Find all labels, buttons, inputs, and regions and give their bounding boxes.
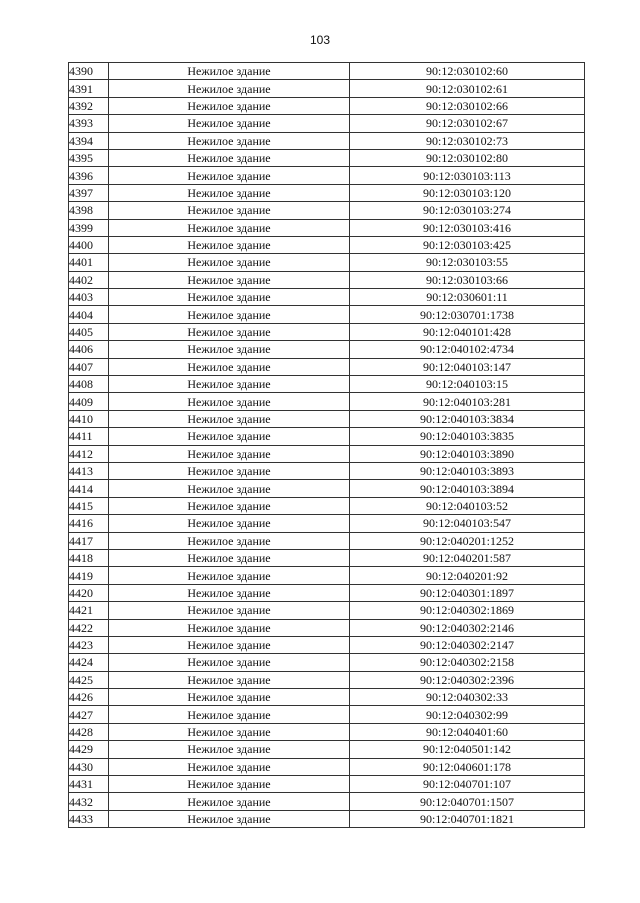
object-type-cell: Нежилое здание	[109, 132, 350, 149]
table-row	[69, 80, 585, 97]
row-number-cell: 4393	[69, 115, 109, 132]
object-type-cell: Нежилое здание	[109, 723, 350, 740]
row-number-cell: 4412	[69, 445, 109, 462]
cadastral-number-cell: 90:12:030103:425	[350, 236, 585, 253]
object-type-cell: Нежилое здание	[109, 97, 350, 114]
table-row	[69, 532, 585, 549]
row-number-cell: 4418	[69, 549, 109, 566]
cadastral-number-cell: 90:12:040601:178	[350, 758, 585, 775]
row-number-cell: 4406	[69, 341, 109, 358]
row-number-cell: 4403	[69, 289, 109, 306]
row-number-cell: 4420	[69, 584, 109, 601]
table-row	[69, 567, 585, 584]
object-type-cell: Нежилое здание	[109, 654, 350, 671]
cadastral-number-cell: 90:12:040302:2146	[350, 619, 585, 636]
table-body	[69, 63, 585, 828]
row-number-cell: 4399	[69, 219, 109, 236]
cadastral-number-cell: 90:12:040103:3835	[350, 428, 585, 445]
object-type-cell: Нежилое здание	[109, 376, 350, 393]
cadastral-number-cell: 90:12:040701:107	[350, 776, 585, 793]
row-number-cell: 4405	[69, 323, 109, 340]
table-row	[69, 445, 585, 462]
cadastral-number-cell: 90:12:030102:80	[350, 149, 585, 166]
object-type-cell: Нежилое здание	[109, 462, 350, 479]
cadastral-number-cell: 90:12:040201:1252	[350, 532, 585, 549]
table-row	[69, 306, 585, 323]
table-row	[69, 323, 585, 340]
table-row	[69, 741, 585, 758]
row-number-cell: 4411	[69, 428, 109, 445]
property-table	[68, 62, 585, 828]
cadastral-number-cell: 90:12:040302:33	[350, 689, 585, 706]
row-number-cell: 4427	[69, 706, 109, 723]
cadastral-number-cell: 90:12:040501:142	[350, 741, 585, 758]
table-row	[69, 132, 585, 149]
row-number-cell: 4397	[69, 184, 109, 201]
table-row	[69, 654, 585, 671]
cadastral-number-cell: 90:12:040302:2158	[350, 654, 585, 671]
cadastral-number-cell: 90:12:040103:3834	[350, 410, 585, 427]
table-row	[69, 236, 585, 253]
cadastral-number-cell: 90:12:040102:4734	[350, 341, 585, 358]
cadastral-number-cell: 90:12:040103:15	[350, 376, 585, 393]
object-type-cell: Нежилое здание	[109, 602, 350, 619]
table-row	[69, 497, 585, 514]
cadastral-number-cell: 90:12:040103:52	[350, 497, 585, 514]
row-number-cell: 4398	[69, 202, 109, 219]
object-type-cell: Нежилое здание	[109, 567, 350, 584]
table-row	[69, 480, 585, 497]
object-type-cell: Нежилое здание	[109, 445, 350, 462]
cadastral-number-cell: 90:12:040701:1821	[350, 810, 585, 827]
table-row	[69, 636, 585, 653]
cadastral-number-cell: 90:12:040302:2147	[350, 636, 585, 653]
row-number-cell: 4413	[69, 462, 109, 479]
row-number-cell: 4425	[69, 671, 109, 688]
object-type-cell: Нежилое здание	[109, 549, 350, 566]
object-type-cell: Нежилое здание	[109, 289, 350, 306]
table-row	[69, 63, 585, 80]
cadastral-number-cell: 90:12:040302:1869	[350, 602, 585, 619]
table-row	[69, 289, 585, 306]
table-row	[69, 271, 585, 288]
row-number-cell: 4391	[69, 80, 109, 97]
cadastral-number-cell: 90:12:040301:1897	[350, 584, 585, 601]
object-type-cell: Нежилое здание	[109, 236, 350, 253]
row-number-cell: 4417	[69, 532, 109, 549]
cadastral-number-cell: 90:12:040103:3894	[350, 480, 585, 497]
cadastral-number-cell: 90:12:040201:587	[350, 549, 585, 566]
row-number-cell: 4424	[69, 654, 109, 671]
object-type-cell: Нежилое здание	[109, 776, 350, 793]
row-number-cell: 4433	[69, 810, 109, 827]
object-type-cell: Нежилое здание	[109, 636, 350, 653]
object-type-cell: Нежилое здание	[109, 167, 350, 184]
table-row	[69, 689, 585, 706]
cadastral-number-cell: 90:12:040701:1507	[350, 793, 585, 810]
table-row	[69, 376, 585, 393]
cadastral-number-cell: 90:12:030102:61	[350, 80, 585, 97]
page-number: 103	[309, 33, 331, 47]
object-type-cell: Нежилое здание	[109, 184, 350, 201]
object-type-cell: Нежилое здание	[109, 428, 350, 445]
row-number-cell: 4409	[69, 393, 109, 410]
object-type-cell: Нежилое здание	[109, 202, 350, 219]
object-type-cell: Нежилое здание	[109, 219, 350, 236]
row-number-cell: 4431	[69, 776, 109, 793]
object-type-cell: Нежилое здание	[109, 689, 350, 706]
cadastral-number-cell: 90:12:040103:3893	[350, 462, 585, 479]
row-number-cell: 4394	[69, 132, 109, 149]
object-type-cell: Нежилое здание	[109, 706, 350, 723]
table-row	[69, 462, 585, 479]
object-type-cell: Нежилое здание	[109, 741, 350, 758]
cadastral-number-cell: 90:12:040101:428	[350, 323, 585, 340]
table-row	[69, 428, 585, 445]
object-type-cell: Нежилое здание	[109, 358, 350, 375]
table-row	[69, 723, 585, 740]
object-type-cell: Нежилое здание	[109, 393, 350, 410]
cadastral-number-cell: 90:12:030102:73	[350, 132, 585, 149]
row-number-cell: 4407	[69, 358, 109, 375]
object-type-cell: Нежилое здание	[109, 671, 350, 688]
cadastral-number-cell: 90:12:040103:3890	[350, 445, 585, 462]
row-number-cell: 4429	[69, 741, 109, 758]
row-number-cell: 4390	[69, 63, 109, 80]
cadastral-number-cell: 90:12:030103:113	[350, 167, 585, 184]
table-row	[69, 671, 585, 688]
table-row	[69, 410, 585, 427]
row-number-cell: 4419	[69, 567, 109, 584]
object-type-cell: Нежилое здание	[109, 271, 350, 288]
object-type-cell: Нежилое здание	[109, 758, 350, 775]
object-type-cell: Нежилое здание	[109, 515, 350, 532]
row-number-cell: 4421	[69, 602, 109, 619]
row-number-cell: 4414	[69, 480, 109, 497]
table-row	[69, 219, 585, 236]
object-type-cell: Нежилое здание	[109, 810, 350, 827]
object-type-cell: Нежилое здание	[109, 480, 350, 497]
table-row	[69, 776, 585, 793]
table-row	[69, 515, 585, 532]
row-number-cell: 4426	[69, 689, 109, 706]
table-row	[69, 810, 585, 827]
cadastral-number-cell: 90:12:040302:99	[350, 706, 585, 723]
row-number-cell: 4428	[69, 723, 109, 740]
row-number-cell: 4401	[69, 254, 109, 271]
cadastral-number-cell: 90:12:030102:66	[350, 97, 585, 114]
object-type-cell: Нежилое здание	[109, 341, 350, 358]
object-type-cell: Нежилое здание	[109, 584, 350, 601]
table-row	[69, 254, 585, 271]
cadastral-number-cell: 90:12:040103:547	[350, 515, 585, 532]
cadastral-number-cell: 90:12:030103:416	[350, 219, 585, 236]
table-row	[69, 393, 585, 410]
object-type-cell: Нежилое здание	[109, 793, 350, 810]
cadastral-number-cell: 90:12:040201:92	[350, 567, 585, 584]
table-row	[69, 115, 585, 132]
cadastral-number-cell: 90:12:030102:60	[350, 63, 585, 80]
row-number-cell: 4416	[69, 515, 109, 532]
object-type-cell: Нежилое здание	[109, 532, 350, 549]
object-type-cell: Нежилое здание	[109, 323, 350, 340]
row-number-cell: 4402	[69, 271, 109, 288]
row-number-cell: 4430	[69, 758, 109, 775]
row-number-cell: 4432	[69, 793, 109, 810]
table-row	[69, 358, 585, 375]
cadastral-number-cell: 90:12:030103:55	[350, 254, 585, 271]
object-type-cell: Нежилое здание	[109, 80, 350, 97]
table-row	[69, 602, 585, 619]
row-number-cell: 4423	[69, 636, 109, 653]
table-row	[69, 202, 585, 219]
cadastral-number-cell: 90:12:030103:274	[350, 202, 585, 219]
cadastral-number-cell: 90:12:030102:67	[350, 115, 585, 132]
table-row	[69, 341, 585, 358]
table-row	[69, 167, 585, 184]
table-row	[69, 758, 585, 775]
row-number-cell: 4395	[69, 149, 109, 166]
row-number-cell: 4415	[69, 497, 109, 514]
row-number-cell: 4404	[69, 306, 109, 323]
cadastral-number-cell: 90:12:040302:2396	[350, 671, 585, 688]
cadastral-number-cell: 90:12:040401:60	[350, 723, 585, 740]
table-row	[69, 584, 585, 601]
object-type-cell: Нежилое здание	[109, 497, 350, 514]
cadastral-number-cell: 90:12:030701:1738	[350, 306, 585, 323]
row-number-cell: 4422	[69, 619, 109, 636]
cadastral-number-cell: 90:12:030103:120	[350, 184, 585, 201]
object-type-cell: Нежилое здание	[109, 619, 350, 636]
row-number-cell: 4410	[69, 410, 109, 427]
cadastral-number-cell: 90:12:030103:66	[350, 271, 585, 288]
table-row	[69, 97, 585, 114]
object-type-cell: Нежилое здание	[109, 63, 350, 80]
table-row	[69, 706, 585, 723]
table-row	[69, 793, 585, 810]
table-row	[69, 184, 585, 201]
row-number-cell: 4392	[69, 97, 109, 114]
cadastral-number-cell: 90:12:040103:281	[350, 393, 585, 410]
cadastral-number-cell: 90:12:040103:147	[350, 358, 585, 375]
object-type-cell: Нежилое здание	[109, 149, 350, 166]
table-row	[69, 549, 585, 566]
row-number-cell: 4396	[69, 167, 109, 184]
object-type-cell: Нежилое здание	[109, 306, 350, 323]
row-number-cell: 4400	[69, 236, 109, 253]
object-type-cell: Нежилое здание	[109, 410, 350, 427]
table-row	[69, 149, 585, 166]
row-number-cell: 4408	[69, 376, 109, 393]
object-type-cell: Нежилое здание	[109, 115, 350, 132]
table-row	[69, 619, 585, 636]
cadastral-number-cell: 90:12:030601:11	[350, 289, 585, 306]
object-type-cell: Нежилое здание	[109, 254, 350, 271]
